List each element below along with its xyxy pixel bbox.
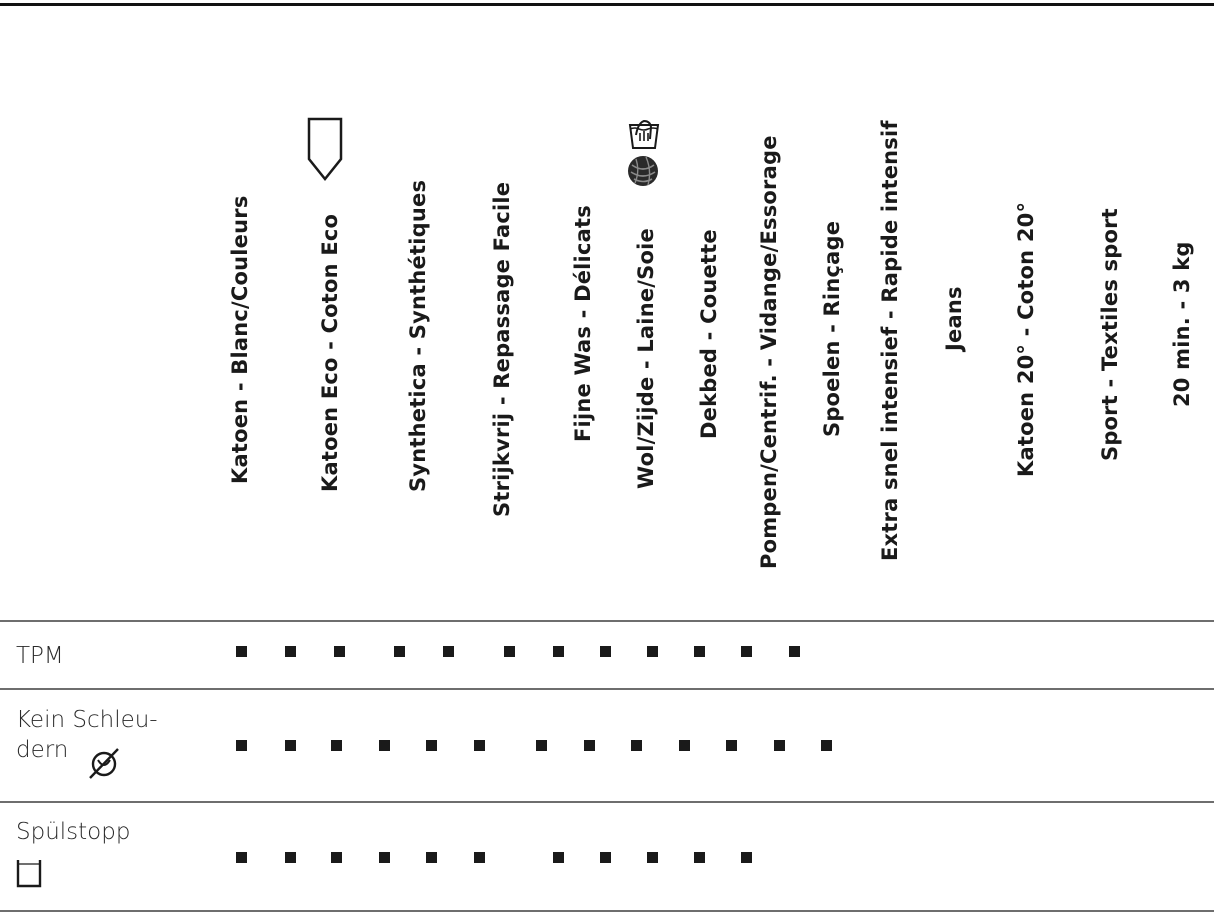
marker <box>600 852 611 863</box>
marker <box>726 740 737 751</box>
header-separator <box>0 620 1214 622</box>
marker <box>474 852 485 863</box>
marker <box>647 646 658 657</box>
marker <box>236 740 247 751</box>
column-label: 20 min. - 3 kg <box>1170 241 1194 407</box>
marker <box>379 740 390 751</box>
row-separator <box>0 801 1214 803</box>
row-label-line1: Kein Schleu- <box>16 707 158 733</box>
marker <box>774 740 785 751</box>
marker <box>741 646 752 657</box>
marker <box>285 740 296 751</box>
row-separator <box>0 688 1214 690</box>
row-label: TPM <box>16 643 64 669</box>
marker <box>285 646 296 657</box>
marker <box>236 852 247 863</box>
marker <box>584 740 595 751</box>
marker <box>504 646 515 657</box>
marker <box>426 852 437 863</box>
marker <box>285 852 296 863</box>
marker <box>694 852 705 863</box>
marker <box>394 646 405 657</box>
eco-tag-icon <box>306 117 346 183</box>
marker <box>334 646 345 657</box>
marker <box>679 740 690 751</box>
column-label: Dekbed - Couette <box>697 229 721 439</box>
marker <box>631 740 642 751</box>
marker <box>536 740 547 751</box>
marker <box>647 852 658 863</box>
marker <box>331 740 342 751</box>
no-spin-icon <box>86 745 122 781</box>
marker <box>553 646 564 657</box>
column-label: Katoen Eco - Coton Eco <box>318 213 342 492</box>
column-label: Katoen 20° - Coton 20° <box>1014 201 1038 477</box>
column-label: Sport - Textiles sport <box>1098 208 1122 461</box>
marker <box>379 852 390 863</box>
marker <box>741 852 752 863</box>
column-label: Spoelen - Rinçage <box>820 220 844 437</box>
row-label-line2: dern <box>16 736 69 763</box>
column-label: Jeans <box>942 286 966 351</box>
marker <box>443 646 454 657</box>
rinse-hold-icon <box>16 858 42 888</box>
column-label: Wol/Zijde - Laine/Soie <box>634 228 658 489</box>
marker <box>600 646 611 657</box>
table-bottom-rule <box>0 910 1214 912</box>
marker <box>236 646 247 657</box>
row-label: Spülstopp <box>16 819 131 845</box>
marker <box>553 852 564 863</box>
column-label: Strijkvrij - Repassage Facile <box>490 181 514 517</box>
column-label: Extra snel intensief - Rapide intensif <box>878 120 902 561</box>
column-label: Fijne Was - Délicats <box>571 205 595 442</box>
column-label: Synthetica - Synthétiques <box>406 179 430 492</box>
marker <box>789 646 800 657</box>
marker <box>694 646 705 657</box>
marker <box>426 740 437 751</box>
marker <box>821 740 832 751</box>
wool-ball-icon <box>626 153 660 189</box>
column-label: Katoen - Blanc/Couleurs <box>228 195 252 484</box>
marker <box>474 740 485 751</box>
column-label: Pompen/Centrif. - Vidange/Essorage <box>757 135 781 569</box>
table-top-rule <box>0 3 1214 6</box>
marker <box>331 852 342 863</box>
hand-wash-icon <box>626 115 662 151</box>
